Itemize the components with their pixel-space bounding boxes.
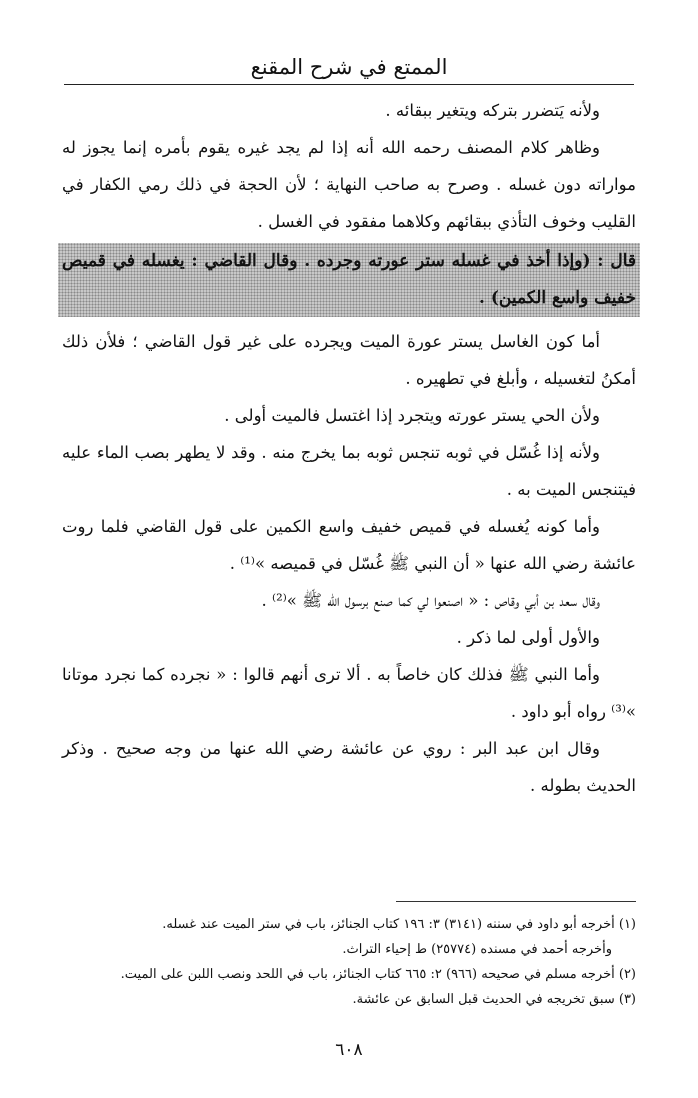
paragraph-7: وأما كونه يُغسله في قميص خفيف واسع الكمين على قول القاضي فلما روت عائشة رضي الله عنها « أن النبي ﷺ غُسّل في قميصه »⁽¹⁾ .: [62, 517, 636, 573]
paragraph-5: ولأن الحي يستر عورته ويتجرد إذا اغتسل فالميت أولى .: [224, 406, 600, 425]
footnotes: [62, 912, 636, 1012]
paragraph-1: ولأنه يَتضرر بتركه ويتغير ببقائه .: [385, 101, 600, 120]
page-number: ٦٠٨: [335, 1040, 363, 1060]
running-header-title: الممتع في شرح المقنع: [250, 55, 448, 79]
main-text: [62, 92, 636, 804]
footnote-1: (١) أخرجه أبو داود في سننه (٣١٤١) ٣: ١٩٦ كتاب الجنائز، باب في ستر الميت عند غسله.: [162, 917, 636, 932]
footnote-divider: [396, 901, 636, 902]
paragraph-4: أما كون الغاسل يستر عورة الميت ويجرده على غير قول القاضي ؛ فلأن ذلك أمكنُ لتغسيله ، وأبلغ في تطهيره .: [62, 332, 636, 388]
paragraph-8: وقال سعد بن أبي وقاص : « اصنعوا لي كما صنع برسول الله ﷺ »⁽²⁾ .: [261, 591, 600, 610]
paragraph-9: والأول أولى لما ذكر .: [456, 628, 600, 647]
paragraph-10: وأما النبي ﷺ فذلك كان خاصاً به . ألا ترى أنهم قالوا : « نجرده كما نجرد موتانا »⁽³⁾ رواه أبو داود .: [62, 665, 636, 721]
footnote-1-continued: وأخرجه أحمد في مسنده (٢٥٧٧٤) ط إحياء التراث.: [342, 942, 612, 957]
footnote-2: (٢) أخرجه مسلم في صحيحه (٩٦٦) ٢: ٦٦٥ كتاب الجنائز، باب في اللحد ونصب اللبن على الميت.: [120, 967, 636, 982]
paragraph-11: وقال ابن عبد البر : روي عن عائشة رضي الله عنها من وجه صحيح . وذكر الحديث بطوله .: [62, 739, 636, 795]
paragraph-2: وظاهر كلام المصنف رحمه الله أنه إذا لم يجد غيره يقوم بأمره إنما يجوز له مواراته دون غسله . وصرح به صاحب النهاية ؛ لأن الحجة في ذلك رمي الكفار في القليب وخوف التأذي ببقائهم وكلاهما مفقود في الغسل .: [62, 138, 636, 231]
paragraph-6: ولأنه إذا غُسّل في ثوبه تنجس ثوبه بما يخرج منه . وقد لا يطهر بصب الماء عليه فيتنجس الميت به .: [62, 443, 636, 499]
highlighted-matn-quote: قال : (وإذا أخذ في غسله ستر عورته وجرده . وقال القاضي : يغسله في قميص خفيف واسع الكمين) .: [58, 243, 640, 317]
header-divider: [64, 84, 634, 85]
footnote-3: (٣) سبق تخريجه في الحديث قبل السابق عن عائشة.: [352, 992, 636, 1007]
